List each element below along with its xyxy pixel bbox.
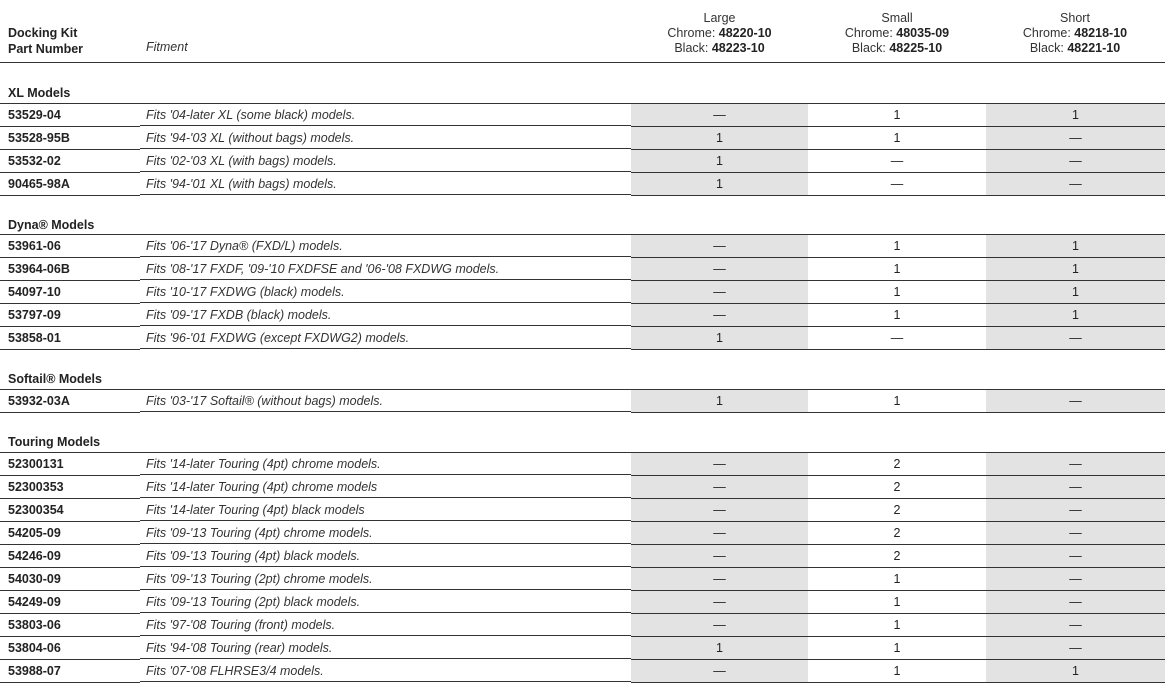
- chrome-part-number: 48218-10: [1074, 26, 1128, 40]
- chrome-label: Chrome:: [667, 26, 719, 40]
- column-header-short: [986, 11, 1164, 56]
- large-qty-cell: —: [631, 499, 808, 522]
- large-qty-cell: 1: [631, 173, 808, 196]
- large-qty-cell: —: [631, 453, 808, 476]
- small-qty-cell: 1: [808, 637, 986, 660]
- fitment-cell: Fits '97-'08 Touring (front) models.: [140, 614, 631, 636]
- fitment-cell: Fits '06-'17 Dyna® (FXD/L) models.: [140, 235, 631, 257]
- short-qty-cell: —: [986, 637, 1165, 660]
- table-row: [0, 522, 1165, 545]
- short-qty-cell: 1: [986, 104, 1165, 127]
- short-qty-cell: —: [986, 476, 1165, 499]
- part-number-cell: 52300354: [0, 499, 140, 522]
- fitment-cell: Fits '14-later Touring (4pt) chrome models: [140, 476, 631, 498]
- part-number-cell: 53804-06: [0, 637, 140, 660]
- small-qty-cell: 1: [808, 235, 986, 258]
- small-qty-cell: 1: [808, 390, 986, 413]
- short-qty-cell: —: [986, 127, 1165, 150]
- fitment-cell: Fits '02-'03 XL (with bags) models.: [140, 150, 631, 172]
- section-title: Touring Models: [8, 435, 101, 449]
- fitment-cell: Fits '94-'03 XL (without bags) models.: [140, 127, 631, 149]
- small-qty-cell: 1: [808, 304, 986, 327]
- fitment-cell: Fits '09-'13 Touring (2pt) chrome models.: [140, 568, 631, 590]
- large-qty-cell: —: [631, 545, 808, 568]
- part-number-header-line1: Docking Kit: [8, 26, 78, 40]
- part-number-cell: 54030-09: [0, 568, 140, 591]
- short-qty-cell: 1: [986, 258, 1165, 281]
- table-row: [0, 173, 1165, 196]
- fitment-cell: Fits '09-'17 FXDB (black) models.: [140, 304, 631, 326]
- small-qty-cell: 1: [808, 258, 986, 281]
- chrome-label: Chrome:: [844, 26, 897, 40]
- large-qty-cell: —: [631, 258, 808, 281]
- fitment-cell: Fits '14-later Touring (4pt) chrome models.: [140, 453, 631, 475]
- small-qty-cell: 2: [808, 499, 986, 522]
- small-qty-cell: 1: [808, 660, 986, 683]
- large-qty-cell: 1: [631, 637, 808, 660]
- column-header-small: [808, 11, 986, 56]
- short-qty-cell: —: [986, 591, 1165, 614]
- table-row: [0, 614, 1165, 637]
- fitment-cell: Fits '07-'08 FLHRSE3/4 models.: [140, 660, 631, 682]
- section-title: Dyna® Models: [8, 218, 95, 232]
- fitment-cell: Fits '09-'13 Touring (4pt) chrome models.: [140, 522, 631, 544]
- chrome-part-number: 48220-10: [718, 26, 772, 40]
- part-number-header: [8, 25, 83, 57]
- short-qty-cell: 1: [986, 660, 1165, 683]
- small-qty-cell: 2: [808, 476, 986, 499]
- large-qty-cell: —: [631, 614, 808, 637]
- small-qty-cell: 1: [808, 104, 986, 127]
- black-part-number: 48221-10: [1067, 41, 1121, 55]
- small-qty-cell: 2: [808, 545, 986, 568]
- part-number-cell: 53803-06: [0, 614, 140, 637]
- black-part-number: 48225-10: [889, 41, 943, 55]
- part-number-header-line2: Part Number: [8, 42, 84, 56]
- part-number-cell: 53797-09: [0, 304, 140, 327]
- column-title: Large: [703, 11, 736, 25]
- fitment-cell: Fits '04-later XL (some black) models.: [140, 104, 631, 126]
- table-row: [0, 545, 1165, 568]
- small-qty-cell: 2: [808, 453, 986, 476]
- column-title: Small: [881, 11, 913, 25]
- part-number-cell: 90465-98A: [0, 173, 140, 196]
- fitment-cell: Fits '94-'01 XL (with bags) models.: [140, 173, 631, 195]
- short-qty-cell: 1: [986, 304, 1165, 327]
- small-qty-cell: 1: [808, 568, 986, 591]
- short-qty-cell: —: [986, 522, 1165, 545]
- column-title: Short: [1060, 11, 1090, 25]
- table-row: [0, 127, 1165, 150]
- large-qty-cell: —: [631, 660, 808, 683]
- table-row: [0, 568, 1165, 591]
- chrome-label: Chrome:: [1022, 26, 1075, 40]
- part-number-cell: 53858-01: [0, 327, 140, 350]
- fitment-cell: Fits '08-'17 FXDF, '09-'10 FXDFSE and '06-'08 FXDWG models.: [140, 258, 631, 280]
- large-qty-cell: 1: [631, 390, 808, 413]
- table-row: [0, 104, 1165, 127]
- large-qty-cell: —: [631, 568, 808, 591]
- short-qty-cell: —: [986, 545, 1165, 568]
- small-qty-cell: 2: [808, 522, 986, 545]
- black-label: Black:: [674, 41, 712, 55]
- table-row: [0, 637, 1165, 660]
- table-row: [0, 304, 1165, 327]
- fitment-cell: Fits '94-'08 Touring (rear) models.: [140, 637, 631, 659]
- table-row: [0, 591, 1165, 614]
- part-number-cell: 54249-09: [0, 591, 140, 614]
- large-qty-cell: 1: [631, 150, 808, 173]
- table-row: [0, 453, 1165, 476]
- fitment-cell: Fits '09-'13 Touring (4pt) black models.: [140, 545, 631, 567]
- part-number-cell: 52300353: [0, 476, 140, 499]
- table-header: [0, 0, 1165, 63]
- short-qty-cell: —: [986, 453, 1165, 476]
- small-qty-cell: —: [808, 173, 986, 196]
- table-row: [0, 258, 1165, 281]
- small-qty-cell: 1: [808, 591, 986, 614]
- table-row: [0, 390, 1165, 413]
- fitment-cell: Fits '14-later Touring (4pt) black models: [140, 499, 631, 521]
- large-qty-cell: —: [631, 522, 808, 545]
- small-qty-cell: —: [808, 327, 986, 350]
- short-qty-cell: —: [986, 150, 1165, 173]
- fitment-header: Fitment: [146, 40, 188, 54]
- large-qty-cell: —: [631, 591, 808, 614]
- large-qty-cell: —: [631, 235, 808, 258]
- part-number-cell: 54205-09: [0, 522, 140, 545]
- black-part-number: 48223-10: [711, 41, 765, 55]
- table-row: [0, 150, 1165, 173]
- part-number-cell: 53932-03A: [0, 390, 140, 413]
- fitment-cell: Fits '03-'17 Softail® (without bags) models.: [140, 390, 631, 412]
- small-qty-cell: —: [808, 150, 986, 173]
- short-qty-cell: —: [986, 173, 1165, 196]
- black-label: Black:: [851, 41, 890, 55]
- fitment-cell: Fits '96-'01 FXDWG (except FXDWG2) models.: [140, 327, 631, 349]
- table-row: [0, 235, 1165, 258]
- part-number-cell: 53961-06: [0, 235, 140, 258]
- short-qty-cell: 1: [986, 281, 1165, 304]
- table-row: [0, 281, 1165, 304]
- small-qty-cell: 1: [808, 614, 986, 637]
- table-row: [0, 327, 1165, 350]
- part-number-cell: 53528-95B: [0, 127, 140, 150]
- part-number-cell: 53532-02: [0, 150, 140, 173]
- fitment-cell: Fits '09-'13 Touring (2pt) black models.: [140, 591, 631, 613]
- part-number-cell: 53988-07: [0, 660, 140, 683]
- section-title: Softail® Models: [8, 372, 102, 386]
- table-row: [0, 476, 1165, 499]
- part-number-cell: 54097-10: [0, 281, 140, 304]
- large-qty-cell: —: [631, 476, 808, 499]
- column-header-large: [631, 11, 808, 56]
- part-number-cell: 52300131: [0, 453, 140, 476]
- short-qty-cell: —: [986, 568, 1165, 591]
- short-qty-cell: 1: [986, 235, 1165, 258]
- part-number-cell: 53964-06B: [0, 258, 140, 281]
- short-qty-cell: —: [986, 499, 1165, 522]
- large-qty-cell: —: [631, 104, 808, 127]
- small-qty-cell: 1: [808, 127, 986, 150]
- large-qty-cell: 1: [631, 327, 808, 350]
- chrome-part-number: 48035-09: [896, 26, 950, 40]
- part-number-cell: 54246-09: [0, 545, 140, 568]
- large-qty-cell: —: [631, 281, 808, 304]
- section-title: XL Models: [8, 86, 71, 100]
- short-qty-cell: —: [986, 390, 1165, 413]
- black-label: Black:: [1029, 41, 1068, 55]
- short-qty-cell: —: [986, 614, 1165, 637]
- part-number-cell: 53529-04: [0, 104, 140, 127]
- large-qty-cell: 1: [631, 127, 808, 150]
- small-qty-cell: 1: [808, 281, 986, 304]
- short-qty-cell: —: [986, 327, 1165, 350]
- table-row: [0, 499, 1165, 522]
- large-qty-cell: —: [631, 304, 808, 327]
- fitment-cell: Fits '10-'17 FXDWG (black) models.: [140, 281, 631, 303]
